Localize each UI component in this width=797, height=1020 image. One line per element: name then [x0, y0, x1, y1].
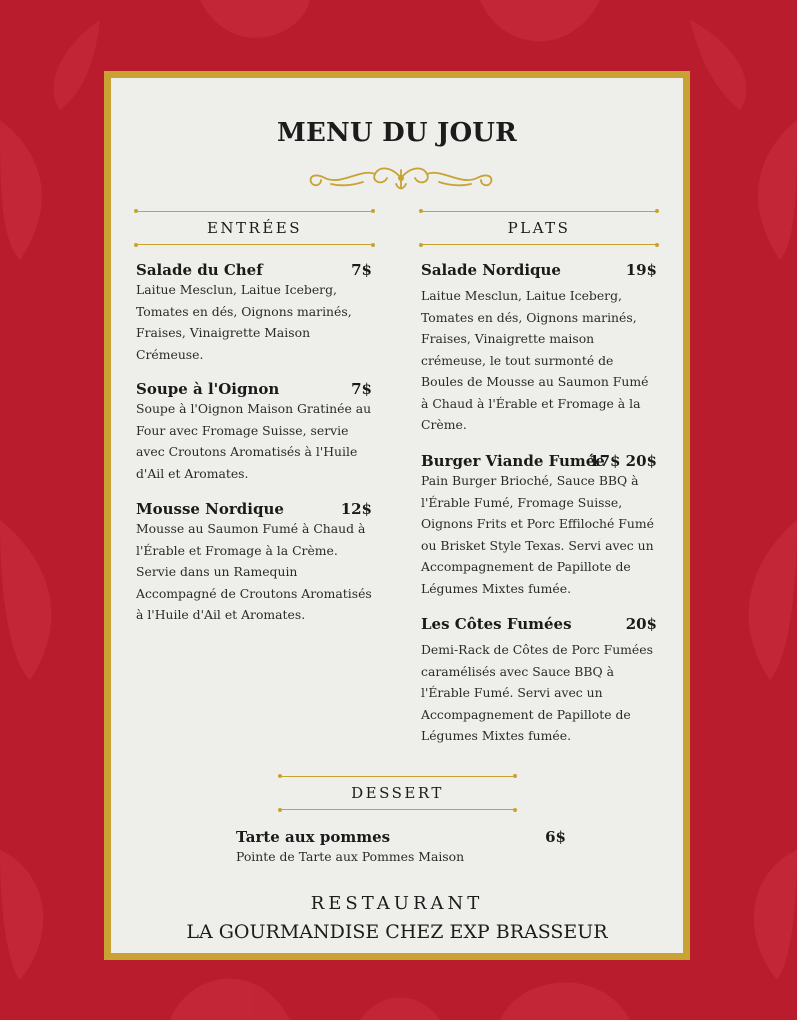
rule-dot [419, 243, 423, 247]
menu-item [421, 261, 657, 436]
gold-rule [280, 776, 515, 777]
section-label-entrees: ENTRÉES [206, 219, 303, 237]
menu-card [104, 71, 690, 960]
section-header-plats [421, 211, 657, 245]
item-price: 7$ [351, 380, 372, 398]
gold-rule [421, 244, 657, 245]
item-price: 12$ [340, 500, 372, 518]
item-name: Mousse Nordique [136, 500, 284, 518]
section-header-entrees [136, 211, 373, 245]
footer-subtitle: RESTAURANT [310, 893, 484, 914]
gold-rule [280, 809, 515, 810]
restaurant-name: LA GOURMANDISE CHEZ EXP BRASSEUR [186, 921, 608, 943]
item-price: 19$ [625, 261, 657, 279]
item-name: Salade Nordique [421, 261, 561, 279]
rule-dot [134, 243, 138, 247]
menu-card-inner [111, 78, 683, 953]
item-price: 7$ [351, 261, 372, 279]
rule-dot [655, 243, 659, 247]
menu-item [236, 828, 566, 868]
rule-dot [134, 209, 138, 213]
menu-title: MENU DU JOUR [277, 118, 517, 148]
item-price: 17$ 20$ [589, 452, 657, 470]
menu-item [421, 452, 657, 599]
rule-dot [513, 808, 517, 812]
item-name: Burger Viande Fumée [421, 452, 605, 470]
item-description: Demi-Rack de Côtes de Porc Fumées caramélisés avec Sauce BBQ à l'Érable Fumé. Servi avec un Accompagnement de Papillote de Légumes Mixtes fumée. [421, 642, 653, 743]
item-name: Tarte aux pommes [236, 828, 391, 846]
rule-dot [371, 209, 375, 213]
menu-item [136, 261, 372, 365]
section-label-plats: PLATS [507, 219, 571, 237]
item-price: 6$ [545, 828, 566, 846]
gold-flourish-ornament-icon [301, 160, 501, 196]
rule-dot [513, 774, 517, 778]
menu-item [421, 615, 657, 747]
menu-item [136, 380, 372, 484]
gold-rule [136, 211, 373, 212]
gold-rule [421, 211, 657, 212]
rule-dot [655, 209, 659, 213]
item-description: Laitue Mesclun, Laitue Iceberg, Tomates en dés, Oignons marinés, Fraises, Vinaigrette maison crémeuse, le tout surmonté de Boules de Mousse au Saumon Fumé à Chaud à l'Érable et Fromage à la Crème. [421, 288, 649, 432]
item-name: Les Côtes Fumées [421, 615, 572, 633]
item-price: 20$ [625, 615, 657, 633]
item-description: Pointe de Tarte aux Pommes Maison [236, 849, 465, 864]
rule-dot [278, 808, 282, 812]
rule-dot [419, 209, 423, 213]
rule-dot [278, 774, 282, 778]
rule-dot [371, 243, 375, 247]
item-description: Laitue Mesclun, Laitue Iceberg, Tomates en dés, Oignons marinés, Fraises, Vinaigrette Maison Crémeuse. [136, 282, 352, 362]
item-description: Pain Burger Brioché, Sauce BBQ à l'Érable Fumé, Fromage Suisse, Oignons Frits et Porc Effiloché Fumé ou Brisket Style Texas. Servi avec un Accompagnement de Papillote de Légumes Mixtes fumée. [421, 473, 654, 596]
section-label-dessert: DESSERT [351, 784, 444, 802]
menu-item [136, 500, 372, 626]
section-header-dessert [280, 776, 515, 810]
item-description: Soupe à l'Oignon Maison Gratinée au Four avec Fromage Suisse, servie avec Croutons Aromatisés à l'Huile d'Ail et Aromates. [136, 401, 372, 481]
gold-rule [136, 244, 373, 245]
item-name: Salade du Chef [136, 261, 263, 279]
item-name: Soupe à l'Oignon [136, 380, 280, 398]
item-description: Mousse au Saumon Fumé à Chaud à l'Érable et Fromage à la Crème. Servie dans un Ramequin Accompagné de Croutons Aromatisés à l'Huile d'Ail et Aromates. [136, 521, 372, 622]
